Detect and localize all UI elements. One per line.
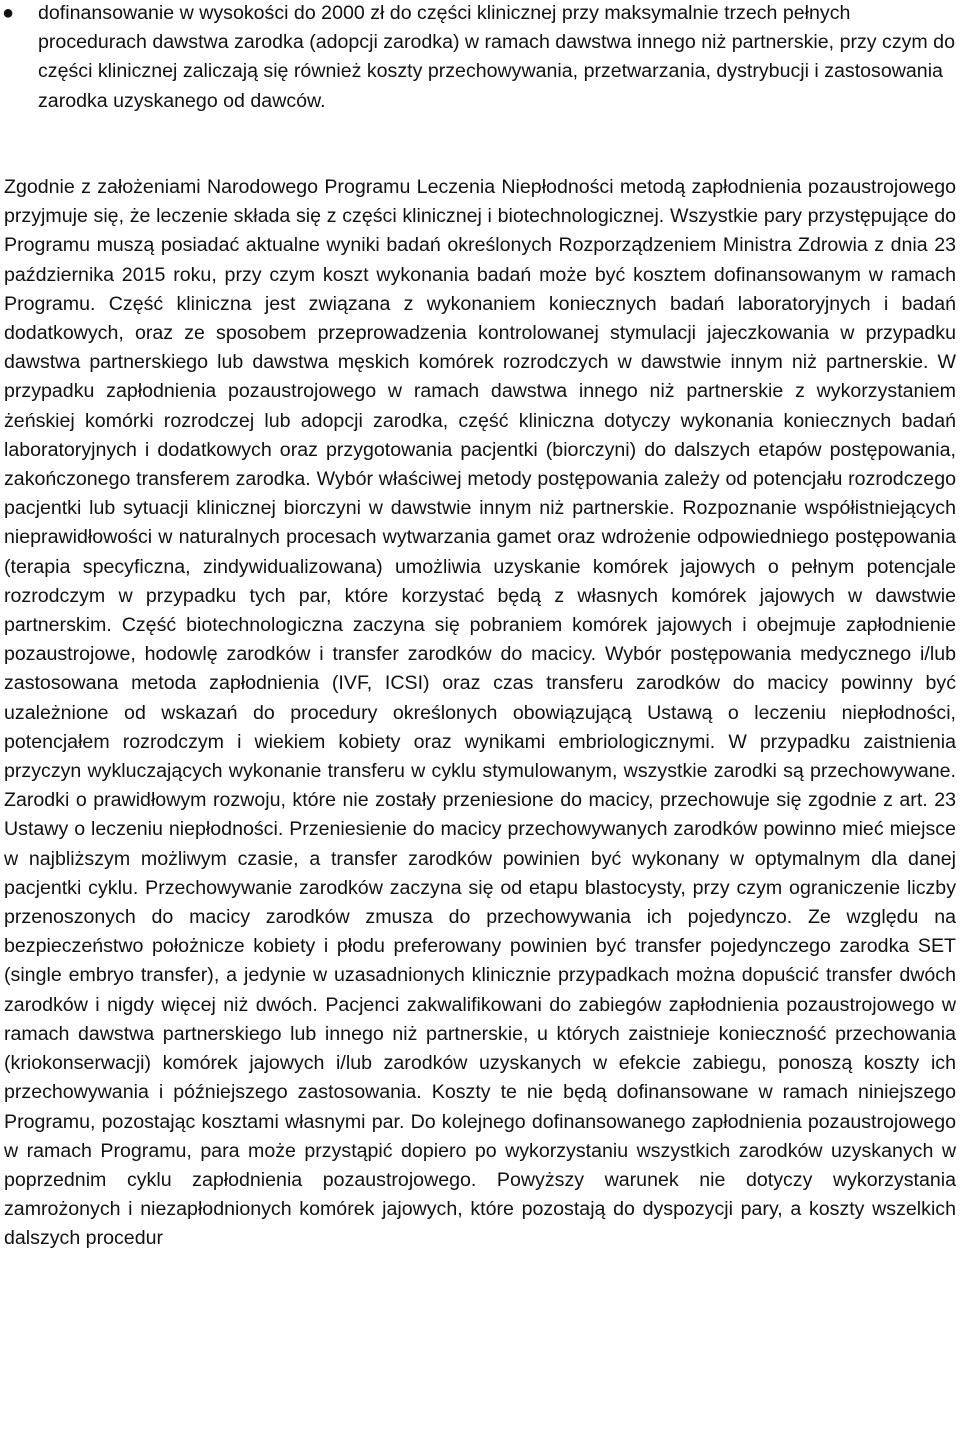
sentence: Część biotechnologiczna zaczyna się pobraniem komórek jajowych i obejmuje zapłodnienie pozaustrojowe, hodowlę zarodków i transfer zarodków do macicy. (4, 614, 956, 666)
sentence: Zgodnie z założeniami Narodowego Programu Leczenia Niepłodności metodą zapłodnienia pozaustrojowego przyjmuje się, że leczenie składa się z części klinicznej i biotechnologicznej. (4, 176, 956, 228)
sentence: Pacjenci zakwalifikowani do zabiegów zapłodnienia pozaustrojowego w ramach dawstwa partnerskiego lub innego niż partnerskie, u których zaistnieje konieczność przechowania (kriokonserwacji) komórek jajowych i/lub zarodków uzyskanych w efekcie zabiegu, ponoszą koszty ich przechowywania i późniejszego zastosowania. (4, 993, 956, 1104)
bullet-list-item (0, 0, 960, 116)
sentence: Ze względu na bezpieczeństwo położnicze kobiety i płodu preferowany powinien być transfer pojedynczego zarodka SET (single embryo transfer), a jedynie w uzasadnionych klinicznie przypadkach można dopuścić transfer dwóch zarodków i nigdy więcej niż dwóch. (4, 906, 956, 1016)
sentence: W przypadku zapłodnienia pozaustrojowego w ramach dawstwa innego niż partnerskie z wykorzystaniem żeńskiej komórki rozrodczej lub adopcji zarodka, część kliniczna dotyczy wykonania koniecznych badań laboratoryjnych i dodatkowych oraz przygotowania pacjentki (biorczyni) do dalszych etapów postępowania, zakończonego transferem zarodka. (4, 351, 956, 491)
sentence: Do kolejnego dofinansowanego zapłodnienia pozaustrojowego w ramach Programu, para może przystąpić dopiero po wykorzystaniu wszystkich zarodków uzyskanych w poprzednim cyklu zapłodnienia pozaustrojowego. (4, 1110, 956, 1191)
sentence: W przypadku zaistnienia przyczyn wykluczających wykonanie transferu w cyklu stymulowanym, wszystkie zarodki są przechowywane. (4, 730, 956, 783)
sentence: Koszty te nie będą dofinansowane w ramach niniejszego Programu, pozostając kosztami własnymi par. (4, 1081, 957, 1133)
bullet-dot-icon: ● (2, 2, 15, 24)
sentence: Rozpoznanie współistniejących nieprawidłowości w naturalnych procesach wytwarzania gamet oraz wdrożenie odpowiedniego postępowania (terapia specyficzna, zindywidualizowana) umożliwia uzyskanie komórek jajowych o pełnym potencjale rozrodczym w przypadku tych par, które korzystać będą z własnych komórek jajowych w dawstwie partnerskim. (4, 497, 956, 637)
bullet-item-text: dofinansowanie w wysokości do 2000 zł do części klinicznej przy maksymalnie trzech pełnych procedurach dawstwa zarodka (adopcji zarodka) w ramach dawstwa innego niż partnerskie, przy czym do części klinicznej zaliczają się również koszty przechowywania, przetwarzania, dystrybucji i zastosowania zarodka uzyskanego od dawców. (38, 2, 955, 112)
sentence: Przechowywanie zarodków zaczyna się od etapu blastocysty, przy czym ograniczenie liczby przenoszonych do macicy zarodków zmusza do przechowywania ich pojedynczo. (4, 876, 956, 929)
sentence: Wybór postępowania medycznego i/lub zastosowana metoda zapłodnienia (IVF, ICSI) oraz czas transferu zarodków do macicy powinny być uzależnione od wskazań do procedury określonych obowiązującą Ustawą o leczeniu niepłodności, potencjałem rozrodczym i wiekiem kobiety oraz wynikami embriologicznymi. (4, 643, 956, 753)
sentence: Zarodki o prawidłowym rozwoju, które nie zostały przeniesione do macicy, przechowuje się zgodnie z art. 23 Ustawy o leczeniu niepłodności. (4, 789, 956, 841)
sentence: Wybór właściwej metody postępowania zależy od potencjału rozrodczego pacjentki lub sytuacji klinicznej biorczyni w dawstwie innym niż partnerskie. (4, 468, 956, 520)
sentence: Wszystkie pary przystępujące do Programu muszą posiadać aktualne wyniki badań określonych Rozporządzeniem Ministra Zdrowia z dnia 23 października 2015 roku, przy czym koszt wykonania badań może być kosztem dofinansowanym w ramach Programu. (4, 205, 957, 315)
sentence: Powyższy warunek nie dotyczy wykorzystania zamrożonych i niezapłodnionych komórek jajowych, które pozostają do dyspozycji pary, a koszty wszelkich dalszych procedur (4, 1168, 957, 1250)
sentence: Część kliniczna jest związana z wykonaniem koniecznych badań laboratoryjnych i badań dodatkowych, oraz ze sposobem przeprowadzenia kontrolowanej stymulacji jajeczkowania w przypadku dawstwa partnerskiego lub dawstwa męskich komórek rozrodczych w dawstwie innym niż partnerskie. (4, 292, 956, 374)
body-paragraph (0, 173, 960, 1254)
sentence: Przeniesienie do macicy przechowywanych zarodków powinno mieć miejsce w najbliższym możliwym czasie, a transfer zarodków powinien być wykonany w optymalnym dla danej pacjentki cyklu. (4, 818, 957, 899)
